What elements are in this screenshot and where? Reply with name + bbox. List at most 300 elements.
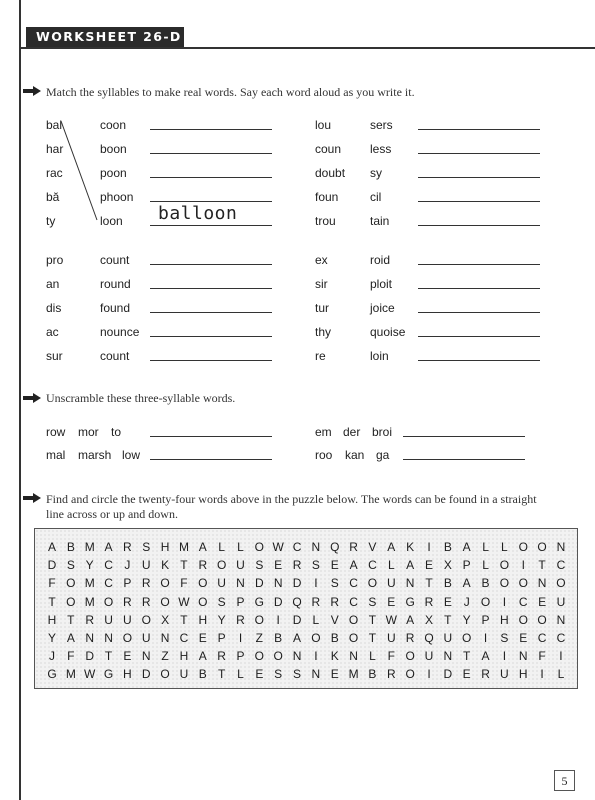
puzzle-letter[interactable]: E: [443, 594, 452, 609]
puzzle-letter[interactable]: C: [292, 540, 302, 554]
puzzle-letter[interactable]: E: [255, 667, 264, 682]
puzzle-letter[interactable]: E: [274, 558, 283, 573]
puzzle-letter[interactable]: A: [198, 649, 207, 664]
puzzle-letter[interactable]: X: [161, 612, 170, 627]
puzzle-row: [35, 613, 579, 630]
instruction-puzzle: Find and circle the twenty-four words above in the puzzle below. The words can be found in a straight line across or up and down.: [46, 492, 537, 521]
syllable-second: ploit: [370, 277, 393, 291]
answer-line[interactable]: [150, 312, 272, 313]
puzzle-letter[interactable]: T: [444, 612, 452, 627]
puzzle-letter[interactable]: A: [406, 558, 415, 573]
puzzle-letter[interactable]: O: [537, 540, 547, 554]
puzzle-letter[interactable]: I: [276, 612, 280, 627]
puzzle-letter[interactable]: L: [237, 667, 244, 682]
scrambled-syllable: kan: [345, 448, 365, 462]
scrambled-syllable: marsh: [78, 448, 112, 462]
puzzle-letter[interactable]: I: [483, 631, 488, 645]
syllable-second: nounce: [100, 325, 140, 339]
puzzle-letter[interactable]: G: [405, 594, 415, 609]
puzzle-letter[interactable]: R: [349, 540, 358, 554]
puzzle-letter[interactable]: R: [236, 612, 245, 627]
puzzle-letter[interactable]: P: [462, 558, 471, 573]
syllable-second: boon: [100, 142, 127, 156]
syllable-second: count: [100, 349, 130, 363]
puzzle-letter[interactable]: C: [537, 631, 547, 645]
puzzle-letter[interactable]: N: [405, 576, 415, 591]
puzzle-letter[interactable]: B: [443, 576, 452, 591]
puzzle-letter[interactable]: O: [537, 612, 547, 627]
puzzle-letter[interactable]: I: [427, 540, 431, 554]
puzzle-letter[interactable]: T: [67, 612, 75, 627]
puzzle-letter[interactable]: L: [312, 612, 320, 627]
puzzle-letter[interactable]: I: [238, 631, 243, 645]
puzzle-letter[interactable]: H: [47, 612, 57, 627]
syllable-first: ac: [46, 325, 59, 339]
puzzle-letter[interactable]: B: [443, 540, 452, 554]
arrow-icon: [23, 493, 41, 503]
puzzle-row: [35, 576, 579, 593]
puzzle-letter[interactable]: M: [348, 667, 359, 682]
puzzle-letter[interactable]: L: [501, 540, 508, 554]
puzzle-letter[interactable]: D: [85, 649, 95, 664]
puzzle-letter[interactable]: C: [518, 594, 528, 609]
puzzle-letter[interactable]: U: [104, 612, 113, 627]
puzzle-letter[interactable]: W: [272, 540, 284, 554]
puzzle-letter[interactable]: R: [123, 594, 132, 609]
puzzle-letter[interactable]: E: [538, 594, 547, 609]
puzzle-letter[interactable]: W: [385, 612, 397, 627]
puzzle-letter[interactable]: S: [293, 667, 302, 682]
puzzle-letter[interactable]: O: [216, 558, 227, 573]
puzzle-letter[interactable]: A: [406, 612, 415, 627]
puzzle-letter[interactable]: S: [330, 576, 339, 591]
puzzle-letter[interactable]: F: [538, 649, 546, 664]
puzzle-letter[interactable]: D: [255, 576, 264, 591]
puzzle-letter[interactable]: A: [349, 558, 358, 573]
puzzle-letter[interactable]: M: [65, 667, 76, 682]
puzzle-letter[interactable]: L: [557, 667, 565, 682]
answer-line[interactable]: [418, 201, 540, 202]
puzzle-letter[interactable]: O: [141, 612, 151, 627]
puzzle-letter[interactable]: O: [462, 631, 472, 645]
syllable-first: har: [46, 142, 64, 156]
puzzle-letter[interactable]: R: [405, 631, 415, 645]
puzzle-letter[interactable]: D: [292, 612, 302, 627]
puzzle-letter[interactable]: T: [463, 649, 471, 664]
puzzle-letter[interactable]: A: [462, 576, 471, 591]
puzzle-letter[interactable]: F: [387, 649, 395, 664]
handwritten-answer: balloon: [158, 203, 238, 224]
answer-line[interactable]: [403, 459, 525, 460]
syllable-first: sur: [46, 349, 63, 363]
puzzle-letter[interactable]: S: [311, 558, 320, 573]
puzzle-letter[interactable]: D: [292, 576, 302, 591]
puzzle-letter[interactable]: R: [386, 667, 396, 682]
puzzle-letter[interactable]: V: [368, 540, 377, 554]
puzzle-letter[interactable]: O: [556, 576, 566, 591]
answer-line[interactable]: [150, 436, 272, 437]
puzzle-letter[interactable]: Z: [161, 649, 169, 664]
puzzle-row: [35, 540, 579, 557]
puzzle-letter[interactable]: A: [387, 540, 396, 554]
puzzle-letter[interactable]: E: [387, 594, 396, 609]
puzzle-letter[interactable]: F: [67, 649, 75, 664]
puzzle-letter[interactable]: A: [66, 631, 75, 645]
puzzle-letter[interactable]: S: [368, 594, 377, 609]
syllable-first: ex: [315, 253, 328, 267]
scrambled-syllable: low: [122, 448, 141, 462]
puzzle-letter[interactable]: C: [349, 594, 358, 609]
puzzle-letter[interactable]: C: [104, 576, 113, 591]
syllable-first: an: [46, 277, 60, 291]
puzzle-letter[interactable]: C: [556, 631, 566, 645]
puzzle-letter[interactable]: S: [255, 558, 264, 573]
instruction-match: Match the syllables to make real words. Say each word aloud as you write it.: [46, 85, 415, 99]
puzzle-letter[interactable]: U: [179, 667, 189, 682]
puzzle-letter[interactable]: T: [538, 558, 546, 573]
puzzle-letter[interactable]: N: [141, 649, 151, 664]
puzzle-letter[interactable]: Q: [292, 594, 302, 609]
syllable-first: coun: [315, 142, 342, 156]
puzzle-letter[interactable]: U: [123, 612, 132, 627]
puzzle-letter[interactable]: A: [481, 649, 490, 664]
puzzle-letter[interactable]: E: [519, 631, 528, 645]
puzzle-letter[interactable]: S: [217, 594, 226, 609]
puzzle-letter[interactable]: W: [178, 594, 190, 609]
answer-line[interactable]: [150, 288, 272, 289]
syllable-first: dis: [46, 301, 62, 315]
puzzle-letter[interactable]: V: [330, 612, 339, 627]
puzzle-letter[interactable]: A: [462, 540, 471, 554]
syllable-second: tain: [370, 214, 390, 228]
puzzle-letter[interactable]: O: [405, 667, 415, 682]
puzzle-letter[interactable]: R: [424, 594, 434, 609]
puzzle-letter[interactable]: O: [122, 631, 133, 645]
puzzle-letter[interactable]: O: [160, 576, 170, 591]
puzzle-letter[interactable]: N: [311, 540, 321, 554]
syllable-first: re: [315, 349, 326, 363]
puzzle-letter[interactable]: C: [349, 576, 358, 591]
answer-line[interactable]: [150, 264, 272, 265]
syllable-second: sy: [370, 166, 382, 180]
puzzle-letter[interactable]: S: [66, 558, 75, 573]
puzzle-letter[interactable]: A: [293, 631, 302, 645]
answer-line[interactable]: [418, 288, 540, 289]
puzzle-letter[interactable]: O: [367, 576, 378, 591]
puzzle-letter[interactable]: C: [368, 558, 377, 573]
puzzle-letter[interactable]: R: [481, 667, 490, 682]
puzzle-letter[interactable]: C: [556, 558, 566, 573]
syllable-second: less: [370, 142, 392, 156]
puzzle-letter[interactable]: O: [66, 576, 76, 591]
syllable-first: thy: [315, 325, 332, 339]
puzzle-letter[interactable]: T: [48, 594, 56, 609]
syllable-first: ty: [46, 214, 56, 228]
puzzle-letter[interactable]: M: [84, 540, 95, 554]
puzzle-letter[interactable]: P: [123, 576, 132, 591]
puzzle-letter[interactable]: P: [217, 631, 226, 645]
syllable-second: loin: [370, 349, 389, 363]
puzzle-letter[interactable]: B: [368, 667, 377, 682]
answer-line[interactable]: [418, 360, 540, 361]
puzzle-letter[interactable]: Q: [424, 631, 434, 645]
syllable-first: rac: [46, 166, 63, 180]
puzzle-letter[interactable]: O: [518, 576, 528, 591]
puzzle-letter[interactable]: N: [556, 540, 566, 554]
puzzle-letter[interactable]: O: [348, 612, 359, 627]
puzzle-letter[interactable]: B: [481, 576, 490, 591]
answer-line[interactable]: [418, 129, 540, 130]
puzzle-letter[interactable]: T: [368, 631, 377, 645]
puzzle-letter[interactable]: L: [237, 540, 244, 554]
puzzle-letter[interactable]: N: [518, 649, 528, 664]
puzzle-letter[interactable]: T: [217, 667, 226, 682]
puzzle-letter[interactable]: T: [180, 558, 188, 573]
puzzle-letter[interactable]: I: [559, 649, 563, 664]
puzzle-letter[interactable]: E: [462, 667, 471, 682]
answer-line[interactable]: [403, 436, 525, 437]
scrambled-syllable: em: [315, 425, 332, 439]
syllable-second: loon: [100, 214, 123, 228]
puzzle-letter[interactable]: E: [123, 649, 132, 664]
puzzle-letter[interactable]: B: [274, 631, 283, 645]
puzzle-letter[interactable]: O: [103, 594, 114, 609]
puzzle-letter[interactable]: U: [386, 576, 396, 591]
puzzle-letter[interactable]: B: [66, 540, 75, 554]
puzzle-letter[interactable]: O: [273, 649, 283, 664]
puzzle-letter[interactable]: O: [198, 594, 208, 609]
puzzle-letter[interactable]: O: [518, 612, 528, 627]
puzzle-letter[interactable]: I: [314, 649, 318, 664]
puzzle-letter[interactable]: J: [49, 649, 55, 664]
puzzle-letter[interactable]: J: [463, 594, 470, 609]
puzzle-letter[interactable]: U: [386, 631, 396, 645]
puzzle-letter[interactable]: X: [424, 612, 433, 627]
puzzle-letter[interactable]: L: [218, 540, 225, 554]
puzzle-letter[interactable]: H: [198, 612, 208, 627]
puzzle-letter[interactable]: N: [311, 667, 321, 682]
puzzle-letter[interactable]: N: [273, 576, 283, 591]
puzzle-letter[interactable]: L: [387, 558, 395, 573]
puzzle-letter[interactable]: G: [254, 594, 265, 609]
syllable-second: quoise: [370, 325, 406, 339]
puzzle-letter[interactable]: L: [369, 649, 376, 664]
puzzle-letter[interactable]: O: [311, 631, 321, 645]
puzzle-letter[interactable]: A: [104, 540, 113, 554]
syllable-first: foun: [315, 190, 339, 204]
puzzle-letter[interactable]: O: [405, 649, 415, 664]
puzzle-letter[interactable]: S: [500, 631, 509, 645]
answer-line[interactable]: [418, 225, 540, 226]
puzzle-letter[interactable]: A: [47, 540, 56, 554]
puzzle-letter[interactable]: U: [141, 558, 151, 573]
puzzle-letter[interactable]: H: [123, 667, 132, 682]
puzzle-letter[interactable]: O: [480, 594, 491, 609]
puzzle-letter[interactable]: P: [236, 594, 245, 609]
puzzle-letter[interactable]: I: [314, 576, 318, 591]
puzzle-letter[interactable]: R: [330, 594, 340, 609]
puzzle-letter[interactable]: F: [48, 576, 56, 591]
puzzle-letter[interactable]: R: [217, 649, 226, 664]
puzzle-letter[interactable]: D: [443, 667, 453, 682]
puzzle-letter[interactable]: N: [537, 576, 547, 591]
scrambled-syllable: mal: [46, 448, 66, 462]
answer-line[interactable]: [150, 459, 272, 460]
puzzle-letter[interactable]: E: [330, 667, 339, 682]
puzzle-letter[interactable]: O: [160, 667, 170, 682]
puzzle-letter[interactable]: P: [481, 612, 490, 627]
puzzle-letter[interactable]: Q: [330, 540, 340, 554]
puzzle-letter[interactable]: D: [273, 594, 283, 609]
puzzle-letter[interactable]: R: [85, 612, 95, 627]
puzzle-letter[interactable]: N: [104, 631, 113, 645]
puzzle-letter[interactable]: O: [66, 594, 76, 609]
answer-line[interactable]: [418, 336, 540, 337]
puzzle-letter[interactable]: N: [236, 576, 245, 591]
puzzle-letter[interactable]: G: [103, 667, 114, 682]
puzzle-letter[interactable]: O: [160, 594, 170, 609]
puzzle-letter[interactable]: N: [349, 649, 358, 664]
puzzle-letter[interactable]: N: [160, 631, 170, 645]
puzzle-letter[interactable]: H: [179, 649, 189, 664]
puzzle-letter[interactable]: R: [198, 558, 208, 573]
puzzle-letter[interactable]: C: [104, 558, 113, 573]
puzzle-letter[interactable]: E: [330, 558, 339, 573]
puzzle-letter[interactable]: A: [198, 540, 207, 554]
puzzle-letter[interactable]: R: [292, 558, 302, 573]
puzzle-letter[interactable]: E: [198, 631, 207, 645]
puzzle-letter[interactable]: U: [500, 667, 509, 682]
puzzle-letter[interactable]: H: [518, 667, 528, 682]
puzzle-letter[interactable]: O: [198, 576, 208, 591]
puzzle-letter[interactable]: T: [425, 576, 433, 591]
syllable-first: sir: [315, 277, 328, 291]
puzzle-letter[interactable]: M: [84, 594, 95, 609]
answer-line[interactable]: [150, 360, 272, 361]
puzzle-letter[interactable]: I: [427, 667, 431, 682]
puzzle-letter[interactable]: Y: [217, 612, 226, 627]
scrambled-syllable: der: [343, 425, 361, 439]
puzzle-letter[interactable]: Y: [47, 631, 56, 645]
puzzle-letter[interactable]: K: [161, 558, 170, 573]
puzzle-letter[interactable]: U: [424, 649, 434, 664]
syllable-first: lou: [315, 118, 332, 132]
puzzle-letter[interactable]: O: [348, 631, 359, 645]
puzzle-letter[interactable]: S: [142, 540, 151, 554]
puzzle-letter[interactable]: D: [141, 667, 151, 682]
puzzle-letter[interactable]: N: [85, 631, 95, 645]
puzzle-letter[interactable]: U: [236, 558, 245, 573]
arrow-icon: [23, 393, 41, 403]
scrambled-syllable: to: [111, 425, 122, 439]
puzzle-letter[interactable]: W: [84, 667, 96, 682]
scrambled-syllable: roo: [315, 448, 333, 462]
puzzle-row: [35, 631, 579, 648]
puzzle-letter[interactable]: N: [292, 649, 302, 664]
puzzle-letter[interactable]: L: [482, 558, 489, 573]
puzzle-letter[interactable]: F: [180, 576, 188, 591]
puzzle-letter[interactable]: O: [254, 612, 265, 627]
scrambled-syllable: ga: [376, 448, 390, 462]
puzzle-letter[interactable]: U: [556, 594, 566, 609]
puzzle-letter[interactable]: E: [424, 558, 433, 573]
puzzle-letter[interactable]: O: [254, 649, 265, 664]
answer-line[interactable]: [418, 153, 540, 154]
puzzle-letter[interactable]: R: [311, 594, 321, 609]
syllable-first: pro: [46, 253, 64, 267]
puzzle-letter[interactable]: N: [556, 612, 566, 627]
syllable-second: count: [100, 253, 130, 267]
puzzle-letter[interactable]: N: [443, 649, 453, 664]
puzzle-letter[interactable]: R: [141, 576, 151, 591]
puzzle-letter[interactable]: H: [500, 612, 509, 627]
puzzle-letter[interactable]: G: [47, 667, 57, 682]
puzzle-letter[interactable]: M: [178, 540, 189, 554]
puzzle-letter[interactable]: K: [330, 649, 339, 664]
puzzle-letter[interactable]: J: [124, 558, 131, 573]
puzzle-letter[interactable]: Z: [255, 631, 264, 645]
puzzle-letter[interactable]: D: [47, 558, 57, 573]
puzzle-letter[interactable]: P: [236, 649, 245, 664]
puzzle-letter[interactable]: O: [499, 558, 510, 573]
puzzle-letter[interactable]: T: [180, 612, 188, 627]
answer-line[interactable]: [418, 312, 540, 313]
puzzle-letter[interactable]: O: [499, 576, 510, 591]
puzzle-letter[interactable]: L: [482, 540, 489, 554]
answer-line[interactable]: [150, 336, 272, 337]
puzzle-letter[interactable]: U: [443, 631, 453, 645]
answer-line[interactable]: [418, 264, 540, 265]
puzzle-letter[interactable]: I: [502, 594, 507, 609]
puzzle-letter[interactable]: X: [443, 558, 452, 573]
puzzle-letter[interactable]: S: [274, 667, 283, 682]
page-number: 5: [554, 770, 575, 791]
puzzle-letter[interactable]: T: [104, 649, 113, 664]
puzzle-row: [35, 667, 579, 684]
syllable-first: trou: [315, 214, 336, 228]
syllable-second: roid: [370, 253, 391, 267]
syllable-first: tur: [315, 301, 330, 315]
puzzle-letter[interactable]: H: [160, 540, 170, 554]
instruction-unscramble: Unscramble these three-syllable words.: [46, 391, 236, 405]
syllable-second: found: [100, 301, 131, 315]
answer-line[interactable]: [418, 177, 540, 178]
puzzle-letter[interactable]: Y: [462, 612, 471, 627]
puzzle-letter[interactable]: T: [368, 612, 377, 627]
syllable-first: bă: [46, 190, 60, 204]
syllable-second: coon: [100, 118, 127, 132]
puzzle-letter[interactable]: I: [540, 667, 544, 682]
puzzle-letter[interactable]: O: [518, 540, 528, 554]
puzzle-letter[interactable]: R: [141, 594, 151, 609]
syllable-second: round: [100, 277, 131, 291]
puzzle-letter[interactable]: I: [502, 649, 507, 664]
puzzle-letter[interactable]: R: [123, 540, 132, 554]
puzzle-row: [35, 649, 579, 666]
puzzle-letter[interactable]: Y: [85, 558, 94, 573]
puzzle-letter[interactable]: I: [521, 558, 525, 573]
puzzle-letter[interactable]: M: [84, 576, 95, 591]
puzzle-letter[interactable]: U: [217, 576, 226, 591]
puzzle-letter[interactable]: K: [406, 540, 415, 554]
puzzle-letter[interactable]: B: [198, 667, 207, 682]
puzzle-letter[interactable]: B: [330, 631, 339, 645]
worksheet-title: WORKSHEET 26-D: [26, 27, 184, 47]
puzzle-letter[interactable]: O: [254, 540, 265, 554]
puzzle-letter[interactable]: U: [141, 631, 151, 645]
scrambled-syllable: broi: [372, 425, 393, 439]
puzzle-letter[interactable]: C: [179, 631, 189, 645]
